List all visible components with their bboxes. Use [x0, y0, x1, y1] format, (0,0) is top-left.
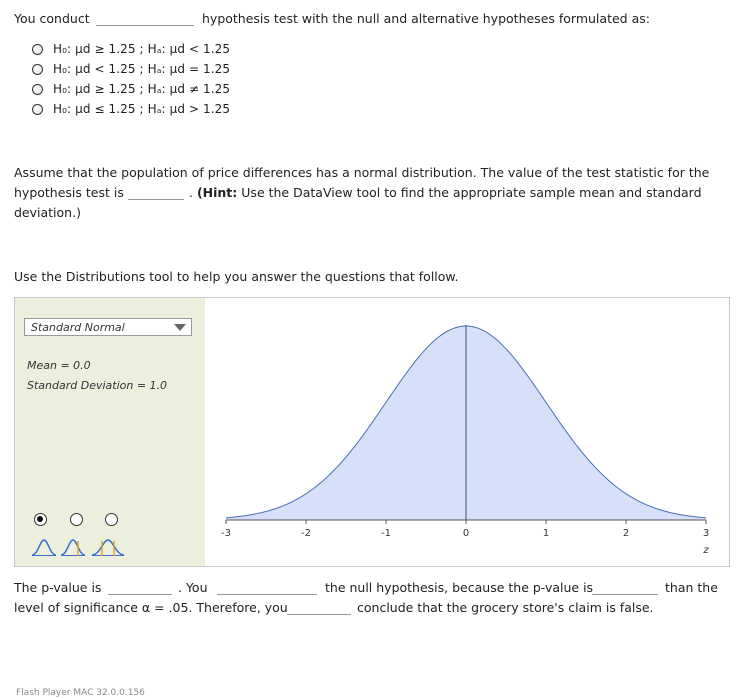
assume-line-2-prefix: hypothesis test is	[14, 185, 124, 200]
distribution-selected: Standard Normal	[31, 321, 125, 334]
x-tick-label: -3	[221, 528, 231, 539]
sd-label: Standard Deviation = 1.0	[27, 379, 168, 392]
two-tail-icon[interactable]	[91, 537, 125, 557]
hypothesis-option[interactable]	[32, 60, 230, 78]
intro-suffix: hypothesis test with the null and alternative hypotheses formulated as:	[202, 11, 650, 26]
tool-instruction: Use the Distributions tool to help you answer the questions that follow.	[14, 269, 459, 284]
radio-button[interactable]	[32, 44, 43, 55]
x-ticks	[221, 520, 709, 539]
x-tick-label: -2	[301, 528, 311, 539]
radio-button[interactable]	[32, 84, 43, 95]
pvalue-blank[interactable]	[108, 580, 172, 595]
x-tick-label: 3	[702, 528, 710, 539]
option-label: H₀: μd ≤ 1.25 ; Hₐ: μd > 1.25	[53, 102, 231, 116]
period: .	[189, 185, 197, 200]
hypothesis-option[interactable]	[32, 40, 230, 58]
intro-prefix: You conduct	[14, 11, 90, 26]
mode-radio-one-tail[interactable]	[70, 513, 83, 526]
normal-distribution-chart	[210, 298, 730, 566]
curve-only-icon[interactable]	[31, 537, 57, 557]
pvalue-text-3: the null hypothesis, because the p-value is	[325, 580, 594, 595]
pvalue-text-4: than the	[665, 580, 718, 595]
conclusion-blank[interactable]	[287, 600, 351, 615]
assume-line-3: deviation.)	[14, 205, 81, 220]
assume-line-1: Assume that the population of price differences has a normal distribution. The value of the test statistic for the	[14, 165, 710, 180]
one-tail-icon[interactable]	[60, 537, 86, 557]
x-tick-label: -1	[381, 528, 391, 539]
hint-label: (Hint:	[196, 185, 238, 200]
hint-wrapper	[189, 185, 702, 200]
tool-sidebar	[15, 298, 205, 566]
pvalue-text-6: conclude that the grocery store's claim is false.	[357, 600, 654, 615]
comparison-blank[interactable]	[592, 580, 658, 595]
x-tick-label: 2	[622, 528, 630, 539]
assume-line-2-suffix: Use the DataView tool to find the appropriate sample mean and standard	[241, 185, 702, 200]
option-label: H₀: μd ≥ 1.25 ; Hₐ: μd ≠ 1.25	[53, 82, 231, 96]
hypothesis-option[interactable]	[32, 100, 230, 118]
option-label: H₀: μd ≥ 1.25 ; Hₐ: μd < 1.25	[53, 42, 231, 56]
decision-blank[interactable]	[217, 580, 317, 595]
mode-radio-curve[interactable]	[34, 513, 47, 526]
pvalue-text-1: The p-value is	[14, 580, 102, 595]
mode-radio-two-tail[interactable]	[105, 513, 118, 526]
test-type-blank[interactable]	[96, 11, 194, 26]
distribution-dropdown[interactable]	[24, 318, 192, 336]
pvalue-text-2: . You	[178, 580, 208, 595]
distributions-tool	[14, 297, 730, 567]
x-tick-label: 1	[542, 528, 550, 539]
x-axis-label: z	[703, 545, 709, 556]
test-statistic-blank[interactable]	[128, 185, 184, 200]
hypothesis-option[interactable]	[32, 80, 230, 98]
x-tick-label: 0	[462, 528, 470, 539]
chevron-down-icon	[174, 324, 186, 331]
radio-button[interactable]	[32, 104, 43, 115]
mean-label: Mean = 0.0	[27, 359, 91, 372]
pvalue-text-5: level of significance α = .05. Therefore, you	[14, 600, 288, 615]
option-label: H₀: μd < 1.25 ; Hₐ: μd = 1.25	[53, 62, 231, 76]
footer-text: Flash Player MAC 32.0.0.156	[16, 688, 145, 698]
radio-button[interactable]	[32, 64, 43, 75]
